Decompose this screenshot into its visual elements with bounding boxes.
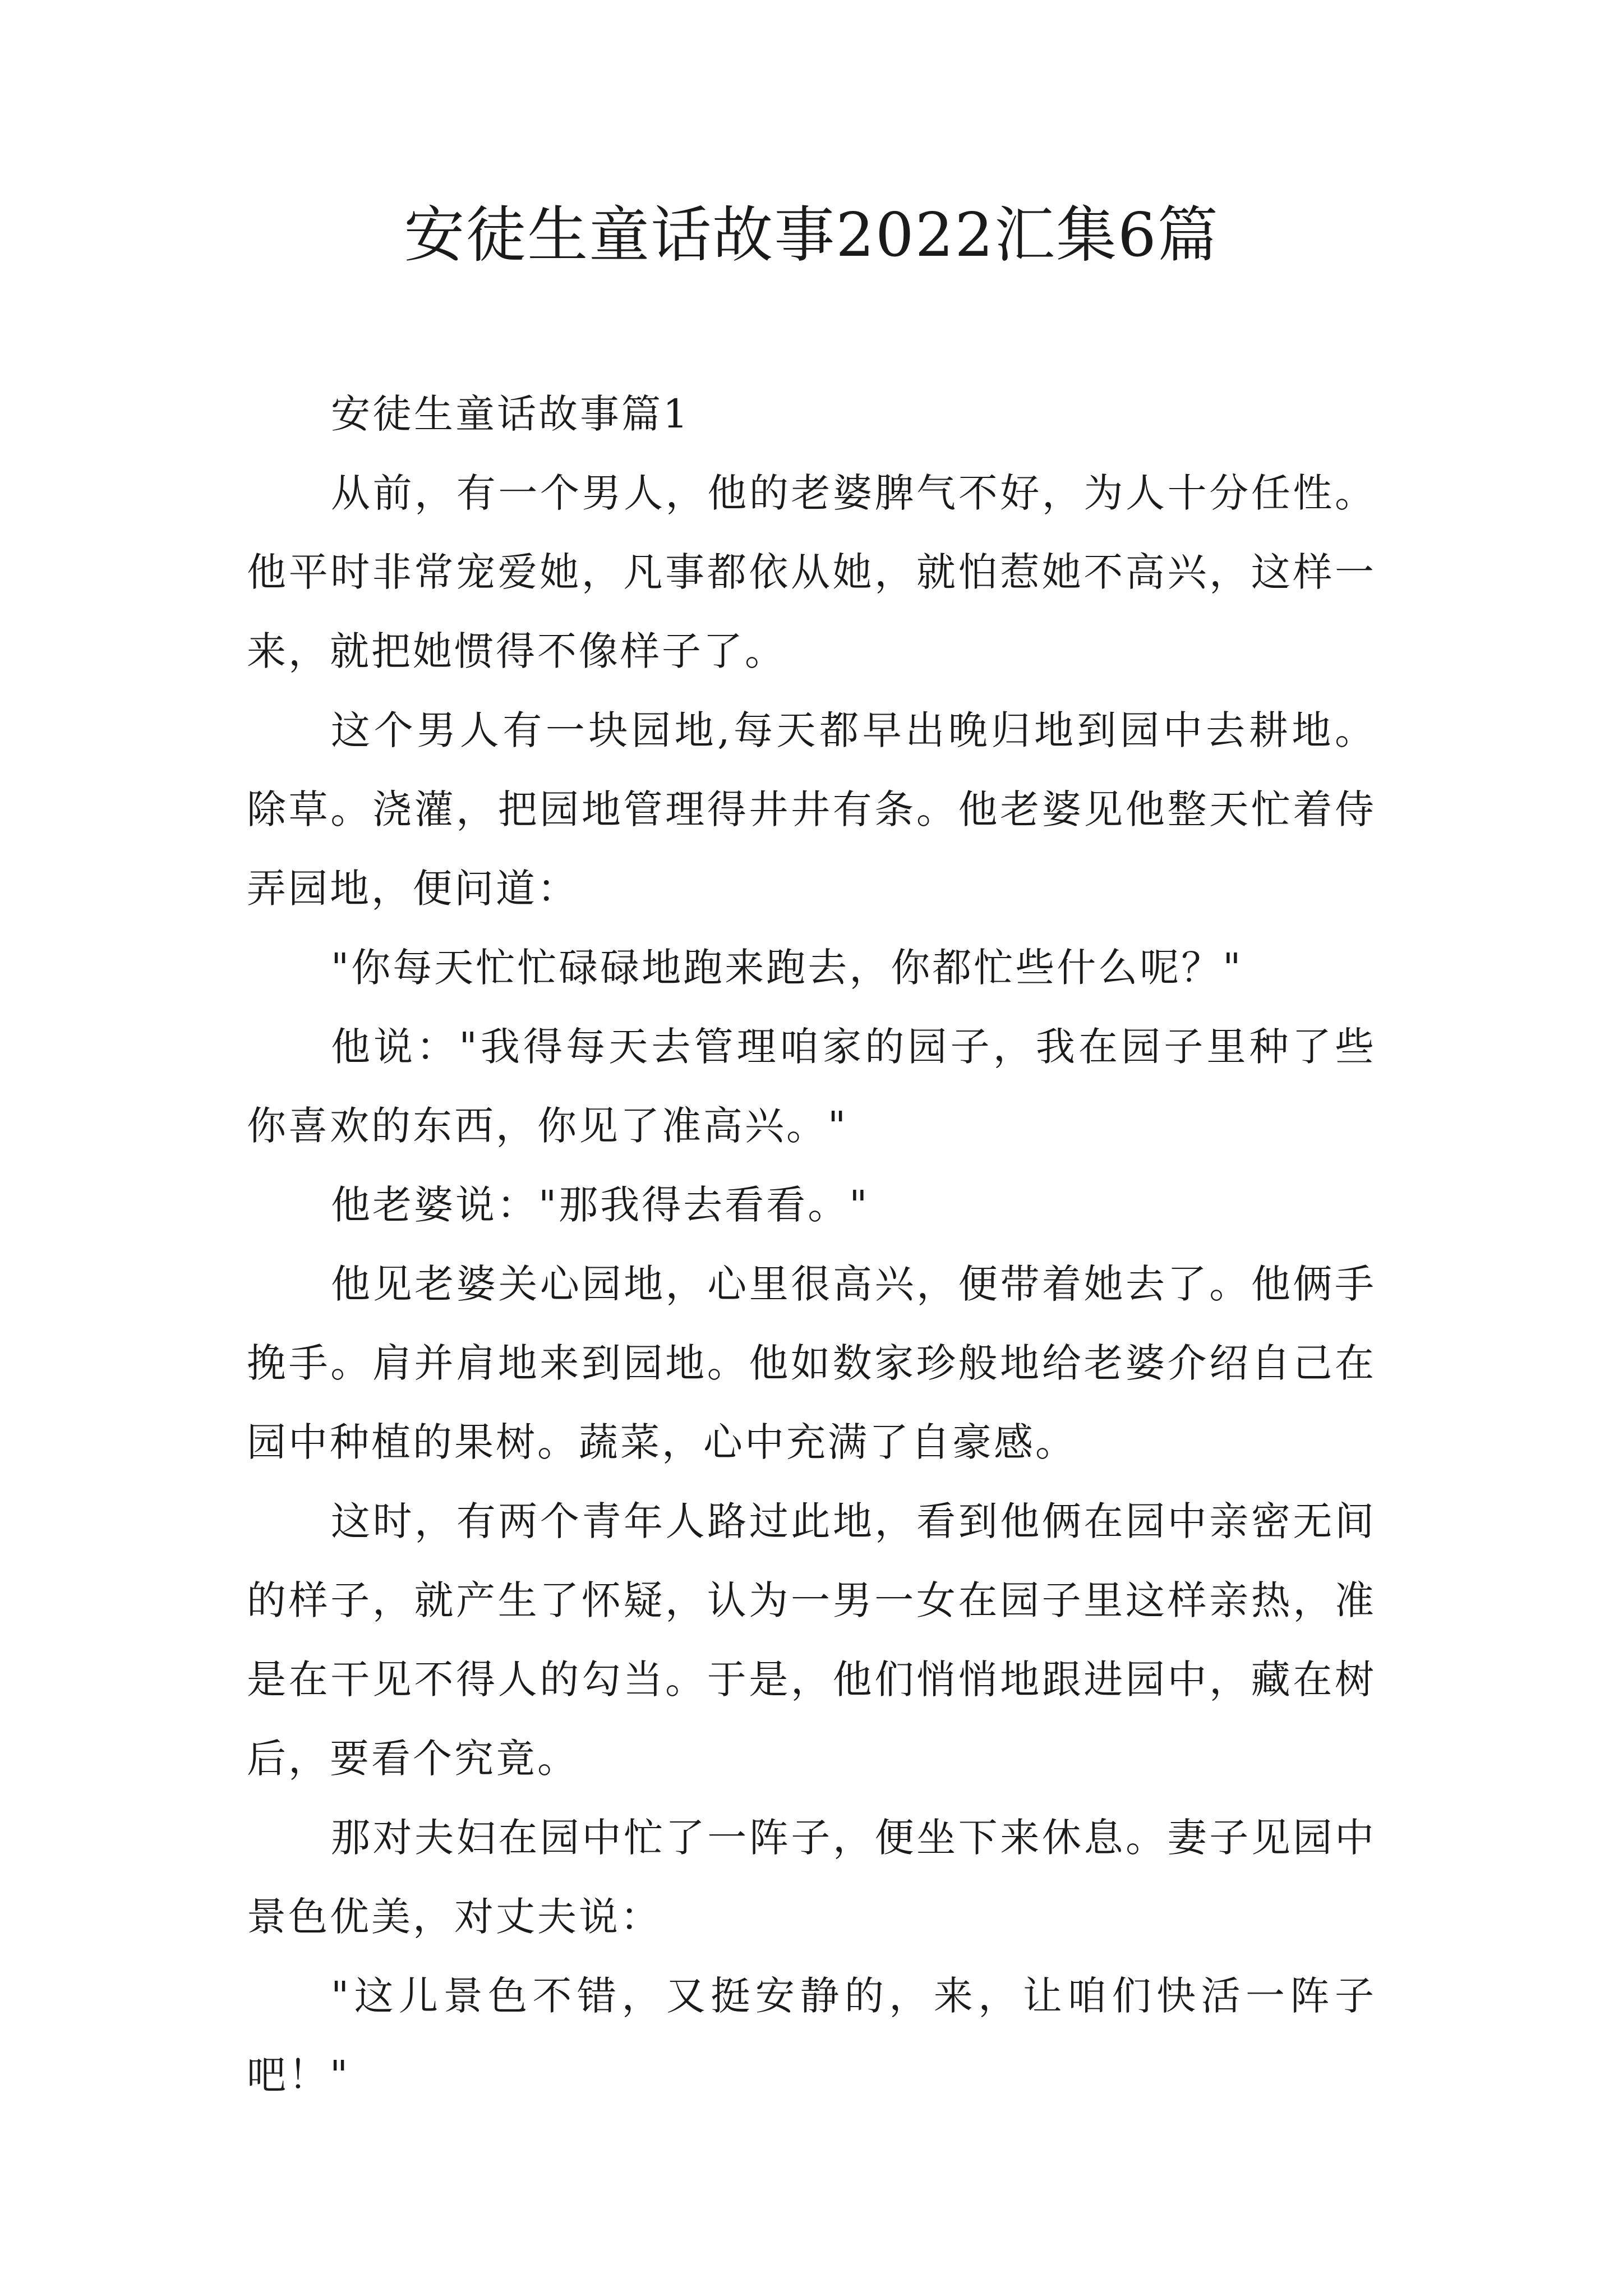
paragraph: 从前，有一个男人，他的老婆脾气不好，为人十分任性。他平时非常宠爱她，凡事都依从她，就怕惹她不高兴，这样一来，就把她惯得不像样子了。 (247, 470, 1376, 674)
paragraph: 他老婆说："那我得去看看。" (331, 1182, 870, 1228)
document-title: 安徒生童话故事2022汇集6篇 (404, 200, 1219, 270)
document-body (247, 375, 1376, 2115)
paragraph: 他见老婆关心园地，心里很高兴，便带着她去了。他俩手挽手。肩并肩地来到园地。他如数家珍般地给老婆介绍自己在园中种植的果树。蔬菜，心中充满了自豪感。 (247, 1261, 1376, 1465)
paragraph: 他说："我得每天去管理咱家的园子，我在园子里种了些你喜欢的东西，你见了准高兴。" (247, 1024, 1376, 1149)
paragraph: 这时，有两个青年人路过此地，看到他俩在园中亲密无间的样子，就产生了怀疑，认为一男一女在园子里这样亲热，准是在干见不得人的勾当。于是，他们悄悄地跟进园中，藏在树后，要看个究竟。 (247, 1498, 1376, 1782)
section-heading: 安徒生童话故事篇1 (331, 391, 690, 437)
paragraph: "你每天忙忙碌碌地跑来跑去，你都忙些什么呢？" (331, 945, 1243, 991)
paragraph: "这儿景色不错，又挺安静的，来，让咱们快活一阵子吧！" (247, 1973, 1376, 2098)
paragraph: 这个男人有一块园地,每天都早出晚归地到园中去耕地。除草。浇灌，把园地管理得井井有条。他老婆见他整天忙着侍弄园地，便问道： (247, 707, 1376, 912)
paragraph: 那对夫妇在园中忙了一阵子，便坐下来休息。妻子见园中景色优美，对丈夫说： (247, 1815, 1376, 1940)
